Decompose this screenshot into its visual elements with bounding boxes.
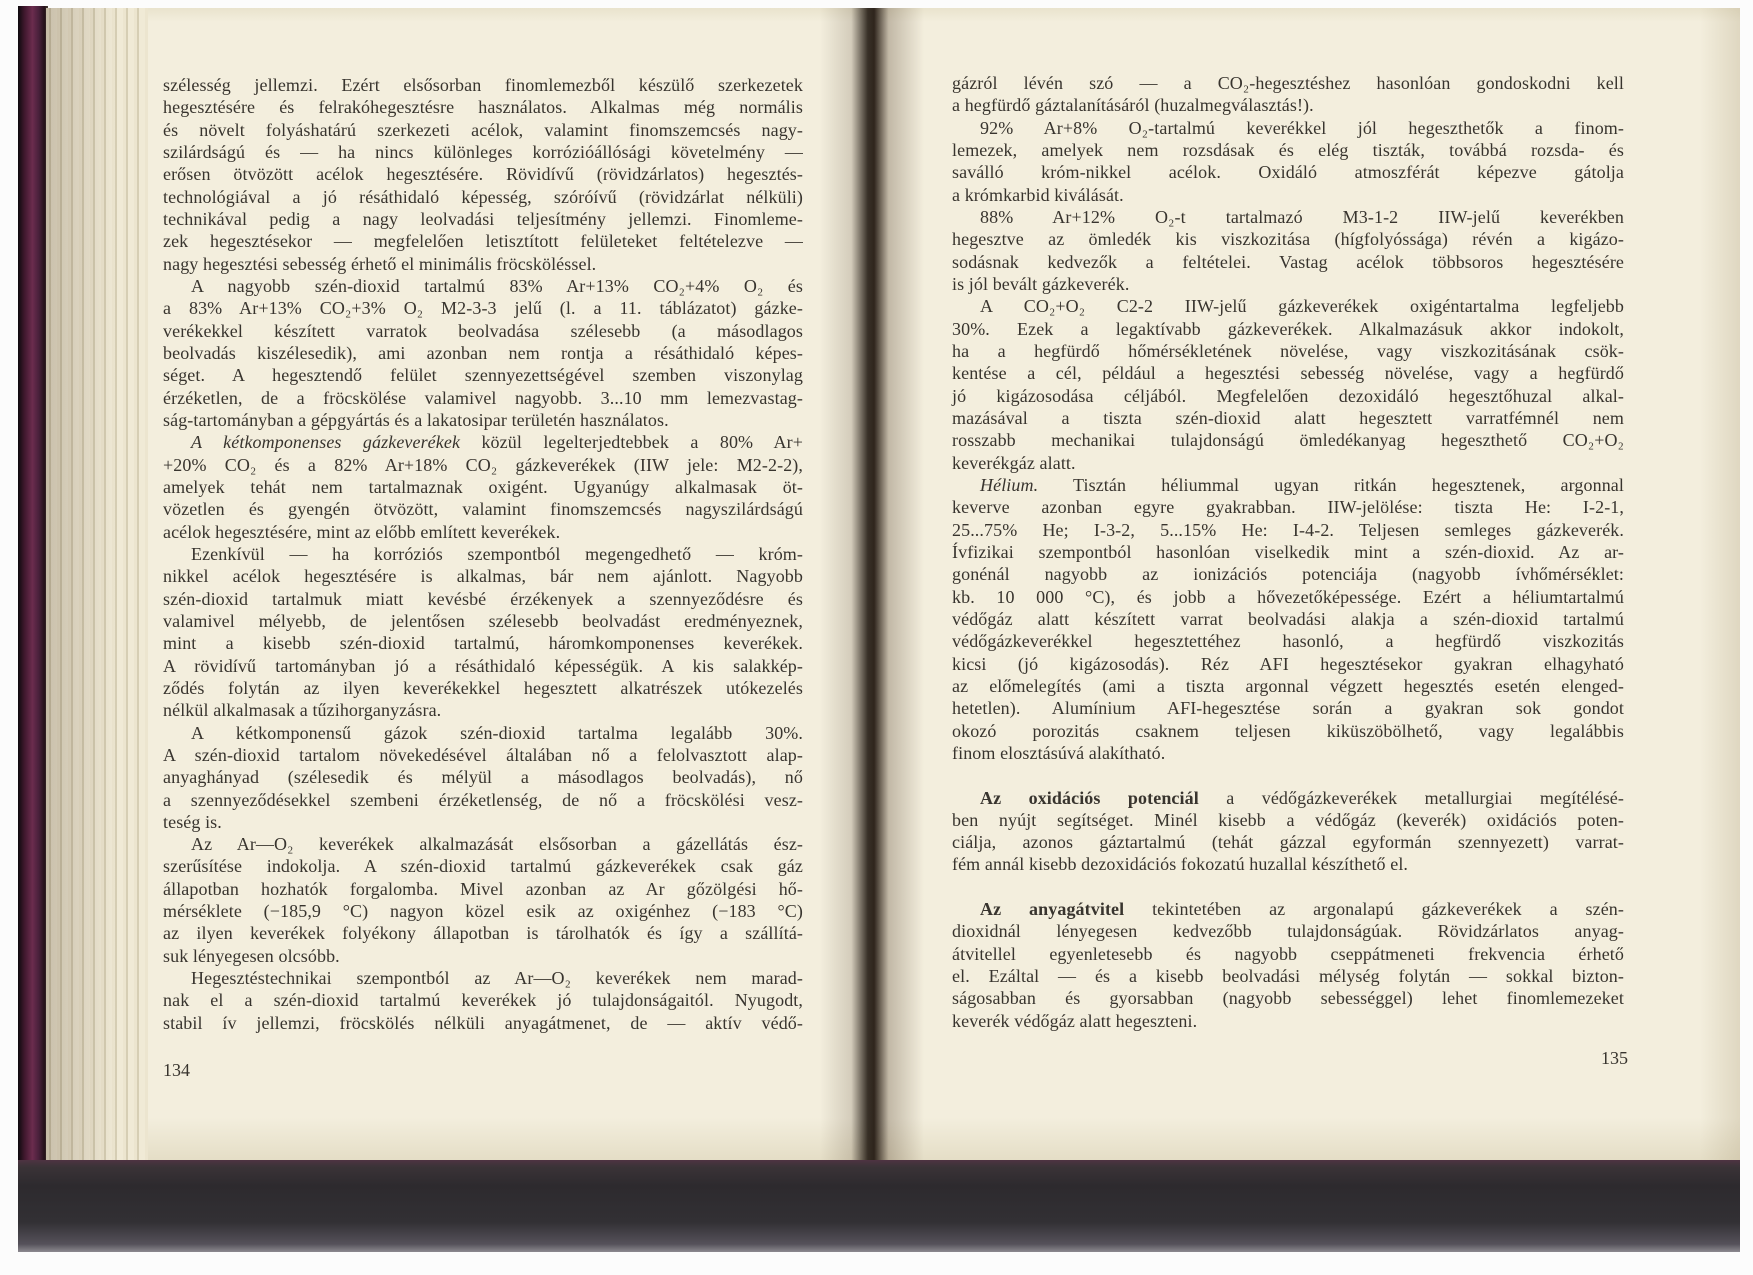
text-segment: a 83% Ar+13% CO₂+3% O₂ M2-3-3 jelű (l. a 11. táblázatot) gázke- <box>163 298 803 319</box>
text-segment: védőgázkeverékkel hegesztettéhez hasonló, a hegfürdő viszkozitás <box>952 631 1624 652</box>
text-segment: A nagyobb szén-dioxid tartalmú 83% Ar+13% CO₂+4% O₂ és <box>191 275 803 296</box>
text-line <box>952 853 1624 875</box>
text-segment: lemezek, amelyek nem rozsdásak és elég tiszták, továbbá rozsda- és <box>952 139 1624 160</box>
left-page-number: 134 <box>163 1060 190 1080</box>
text-line <box>163 878 803 900</box>
paragraph <box>952 787 1624 876</box>
text-line <box>952 675 1624 697</box>
text-segment: A kétkomponensű gázok szén-dioxid tartalma legalább 30%. <box>191 722 803 743</box>
text-line <box>952 586 1624 608</box>
text-segment: 92% Ar+8% O₂-tartalmú keverékkel jól hegeszthetők a finom- <box>980 117 1624 138</box>
text-segment: 30%. Ezek a legaktívabb gázkeverékek. Alkalmazásuk akkor indokolt, <box>952 318 1624 339</box>
text-line <box>163 498 803 520</box>
text-segment: szélesség jellemzi. Ezért elsősorban finomlemezből készülő szerkezetek <box>163 75 803 95</box>
text-line <box>163 855 803 877</box>
left-page-text <box>163 74 803 1034</box>
text-line <box>163 342 803 364</box>
paragraph <box>163 967 803 1034</box>
text-segment: tekintetében az argonalapú gázkeverékek a szén- <box>1124 899 1624 920</box>
text-line <box>163 230 803 252</box>
text-segment: 25...75% He; I-3-2, 5...15% He: I-4-2. Teljesen semleges gázkeverék. <box>952 519 1624 540</box>
text-segment: erősen ötvözött acélok hegesztésére. Rövidívű (rövidzárlatos) hegesztés- <box>163 164 803 185</box>
text-segment: szerűsítése indokolja. A szén-dioxid tartalmú gázkeverékek csak gáz <box>163 856 803 877</box>
italic-lead: A kétkomponenses gázkeverékek <box>191 432 461 453</box>
text-segment: érzéketlen, de a fröcskölése valamivel nagyobb. 3...10 mm lemezvastag- <box>163 387 803 408</box>
text-line <box>952 943 1624 965</box>
text-line <box>163 610 803 632</box>
text-segment: Hegesztéstechnikai szempontból az Ar—O₂ keverékek nem marad- <box>191 968 803 989</box>
text-line <box>163 253 803 275</box>
paragraph <box>163 275 803 431</box>
text-segment: verékekkel készített varratok beolvadása szélesebb (a másodlagos <box>163 320 803 341</box>
text-line <box>952 72 1624 94</box>
text-segment: séget. A hegesztendő felület szennyezettségével szemben viszonylag <box>163 365 803 386</box>
text-segment: a védőgázkeverékek metallurgiai megítélésé- <box>1198 787 1624 808</box>
text-line <box>952 340 1624 362</box>
text-segment: védőgáz alatt készített varrat beolvadási alakja a szén-dioxid tartalmú <box>952 608 1624 629</box>
text-segment: Tisztán héliummal ugyan ritkán hegesztenek, argonnal <box>1038 474 1624 495</box>
text-segment: gázról lévén szó — a CO₂-hegesztéshez hasonlóan gondoskodni kell <box>952 73 1624 93</box>
text-line <box>952 608 1624 630</box>
text-segment: keverékgáz alatt. <box>952 452 1076 473</box>
text-line <box>952 184 1624 206</box>
text-line <box>163 163 803 185</box>
text-line <box>163 811 803 833</box>
text-line <box>163 543 803 565</box>
text-line <box>163 119 803 141</box>
text-line <box>952 362 1624 384</box>
text-line <box>163 275 803 297</box>
text-line <box>163 320 803 342</box>
paragraph <box>163 431 803 543</box>
text-segment: dioxidnál lényegesen kedvezőbb tulajdonságúak. Rövidzárlatos anyag- <box>952 921 1624 942</box>
text-segment: az ilyen keverékek folyékony állapotban is tárolhatók és így a szállítá- <box>163 923 803 944</box>
text-line <box>163 922 803 944</box>
text-segment: kb. 10 000 °C), és jobb a hővezetőképessége. Ezért a héliumtartalmú <box>952 586 1624 607</box>
text-line <box>163 409 803 431</box>
text-line <box>163 945 803 967</box>
text-segment: technológiával a jó résáthidaló képesség, szóróívű (rövidzárlat nélküli) <box>163 186 803 207</box>
text-line <box>952 1010 1624 1032</box>
text-segment: kentése a cél, például a hegesztési sebesség növelése, vagy a hegfürdő <box>952 363 1624 384</box>
paragraph <box>952 295 1624 474</box>
text-line <box>163 141 803 163</box>
text-segment: keverék védőgáz alatt hegeszteni. <box>952 1010 1198 1031</box>
text-segment: ciálja, azonos gáztartalmú (tehát gázzal egyformán szennyezett) varrat- <box>952 832 1624 853</box>
text-line <box>952 273 1624 295</box>
text-line <box>163 186 803 208</box>
text-line <box>952 318 1624 340</box>
text-line <box>952 653 1624 675</box>
paragraph <box>163 543 803 722</box>
text-segment: a krómkarbid kiválását. <box>952 184 1124 205</box>
paragraph <box>952 117 1624 206</box>
text-segment: nélkül alkalmasak a tűzihorganyzásra. <box>163 700 442 721</box>
text-line <box>952 161 1624 183</box>
text-line <box>952 206 1624 228</box>
text-line <box>163 387 803 409</box>
text-segment: 88% Ar+12% O₂-t tartalmazó M3-1-2 IIW-jelű keverékben <box>980 206 1624 227</box>
text-segment: nikkel acélok hegesztésére is alkalmas, bár nem ajánlott. Nagyobb <box>163 566 803 587</box>
text-line <box>952 630 1624 652</box>
text-line <box>952 563 1624 585</box>
text-segment: hegesztésére és felrakóhegesztésre használatos. Alkalmas még normális <box>163 97 803 118</box>
text-line <box>952 251 1624 273</box>
text-line <box>163 297 803 319</box>
text-segment: acélok hegesztésére, mint az előbb említett keverékek. <box>163 521 561 542</box>
text-segment: kicsi (jó kigázosodás). Réz AFI hegesztésekor gyakran elhagyható <box>952 653 1624 674</box>
text-line <box>952 541 1624 563</box>
text-segment: ságosabban és gyorsabban (nagyobb sebességgel) lehet finomlemezeket <box>952 988 1624 1009</box>
text-segment: ság-tartományban a gépgyártás és a lakatosipar területén használatos. <box>163 409 669 430</box>
text-line <box>163 833 803 855</box>
text-line <box>163 900 803 922</box>
text-line <box>952 429 1624 451</box>
text-segment: nagy hegesztési sebesség érhető el minimális fröcsköléssel. <box>163 253 597 274</box>
text-segment: hetetlen). Alumínium AFI-hegesztése során a gyakran sok gondot <box>952 698 1624 719</box>
text-segment: is jól bevált gázkeverék. <box>952 273 1130 294</box>
text-segment: jó kigázosodása céljából. Megfelelően dezoxidáló hegesztőhuzal alkal- <box>952 385 1624 406</box>
text-segment: sodásnak kedvezők a feltételei. Vastag acélok többsoros hegesztésére <box>952 251 1624 272</box>
paragraph <box>952 474 1624 764</box>
text-segment: szén-dioxid tartalmuk miatt kevésbé érzékenyek a szennyeződésre és <box>163 588 803 609</box>
bold-lead: Az anyagátvitel <box>980 899 1125 920</box>
text-segment: beolvadás kiszélesedik), ami azonban nem rontja a résáthidaló képes- <box>163 342 803 363</box>
text-segment: ződés folytán az ilyen keverékekkel hegesztett alkatrészek utókezelés <box>163 677 803 698</box>
text-segment: vözetlen és gyengén ötvözött, valamint finomszemcsés nagyszilárdságú <box>163 499 803 520</box>
paragraph <box>163 833 803 967</box>
text-segment: A CO₂+O₂ C2-2 IIW-jelű gázkeverékek oxigéntartalma legfeljebb <box>980 296 1624 317</box>
text-segment: szilárdságú és — ha nincs különleges korrózióállósági követelmény — <box>163 141 803 162</box>
book-gutter-shadow <box>820 8 924 1164</box>
paragraph <box>952 206 1624 295</box>
text-segment: valamivel mélyebb, de jelentősen szélesebb beolvadást eredményeznek, <box>163 610 803 631</box>
text-line <box>952 474 1624 496</box>
page-edges-stack <box>46 8 148 1164</box>
text-line <box>952 139 1624 161</box>
text-line <box>952 809 1624 831</box>
paragraph <box>952 72 1624 117</box>
text-line <box>163 565 803 587</box>
text-line <box>952 987 1624 1009</box>
paragraph <box>163 74 803 275</box>
text-line <box>952 519 1624 541</box>
text-segment: zek hegesztésekor — megfelelően letisztított felületeket feltételezve — <box>163 231 803 252</box>
text-line <box>163 789 803 811</box>
text-line <box>163 699 803 721</box>
text-line <box>952 94 1624 116</box>
text-line <box>952 228 1624 250</box>
text-line <box>163 454 803 476</box>
text-segment: Ívfizikai szempontból hasonlóan viselkedik mint a szén-dioxid. Az ar- <box>952 541 1624 562</box>
text-segment: ben nyújt segítséget. Minél kisebb a védőgáz (keverék) oxidációs poten- <box>952 809 1624 830</box>
text-segment: állapotban hozhatók forgalomba. Mivel azonban az Ar gőzölgési hő- <box>163 878 803 899</box>
text-line <box>952 965 1624 987</box>
text-line <box>163 476 803 498</box>
text-line <box>163 96 803 118</box>
text-segment: okozó porozitás csaknem teljesen kiküszöbölhető, vagy legalábbis <box>952 720 1624 741</box>
text-line <box>952 117 1624 139</box>
text-line <box>163 431 803 453</box>
text-line <box>952 385 1624 407</box>
text-segment: Az Ar—O₂ keverékek alkalmazását elsősorban a gázellátás ész- <box>191 834 803 855</box>
text-line <box>952 742 1624 764</box>
text-line <box>952 831 1624 853</box>
right-page-number: 135 <box>1601 1048 1628 1068</box>
text-segment: Ezenkívül — ha korróziós szempontból megengedhető — króm- <box>191 543 803 564</box>
text-line <box>952 697 1624 719</box>
text-segment: ha a hegfürdő hőmérsékletének növelése, vagy viszkozitásának csök- <box>952 340 1624 361</box>
text-line <box>163 74 803 96</box>
text-segment: +20% CO₂ és a 82% Ar+18% CO₂ gázkeverékek (IIW jele: M2-2-2), <box>163 454 803 475</box>
text-line <box>952 407 1624 429</box>
text-segment: a szennyeződésekkel szembeni érzéketlenség, de nő a fröcskölési vesz- <box>163 789 803 810</box>
text-line <box>163 722 803 744</box>
text-line <box>163 521 803 543</box>
text-segment: A rövidívű tartományban jó a résáthidaló képességük. A kis salakkép- <box>163 655 803 676</box>
text-segment: közül legelterjedtebbek a 80% Ar+ <box>460 432 803 453</box>
text-segment: átvitellel egyenletesebb és nagyobb cseppátmeneti frekvencia érhető <box>952 943 1624 964</box>
book-cover-edge <box>18 6 48 1252</box>
text-line <box>163 989 803 1011</box>
right-page-text <box>952 72 1624 1032</box>
text-segment: és növelt folyáshatárú szerkezeti acélok, valamint finomszemcsés nagy- <box>163 119 803 140</box>
text-line <box>952 496 1624 518</box>
text-segment: nak el a szén-dioxid tartalmú keverékek jó tulajdonságaitól. Nyugodt, <box>163 990 803 1011</box>
text-segment: el. Ezáltal — és a kisebb beolvadási mélység folytán — sokkal bizton- <box>952 966 1624 987</box>
text-line <box>952 295 1624 317</box>
paragraph <box>952 898 1624 1032</box>
text-line <box>163 364 803 386</box>
text-line <box>163 967 803 989</box>
text-line <box>163 677 803 699</box>
paragraph <box>163 722 803 834</box>
text-line <box>952 920 1624 942</box>
text-segment: keverve azonban egyre gyakrabban. IIW-jelölése: tiszta He: I-2-1, <box>952 497 1624 518</box>
text-line <box>163 744 803 766</box>
text-line <box>163 588 803 610</box>
text-line <box>163 632 803 654</box>
text-segment: amelyek tehát nem tartalmaznak oxigént. Ugyanúgy alkalmasak öt- <box>163 476 803 497</box>
text-segment: az előmelegítés (ami a tiszta argonnal végzett hegesztés esetén elenged- <box>952 675 1624 696</box>
text-segment: A szén-dioxid tartalom növekedésével általában nő a felolvasztott alap- <box>163 744 803 765</box>
text-segment: suk lényegesen olcsóbb. <box>163 945 340 966</box>
text-line <box>163 655 803 677</box>
text-segment: saválló króm-nikkel acélok. Oxidáló atmoszférát képezve gátolja <box>952 162 1624 183</box>
text-line <box>952 898 1624 920</box>
text-segment: anyaghányad (szélesedik és mélyül a másodlagos beolvadás), nő <box>163 767 803 788</box>
text-line <box>163 208 803 230</box>
text-line <box>952 720 1624 742</box>
text-line <box>952 452 1624 474</box>
text-segment: stabil ív jellemzi, fröcskölés nélküli anyagátmenet, de — aktív védő- <box>163 1012 803 1033</box>
book-bottom-cover <box>18 1160 1740 1252</box>
text-segment: hegesztve az ömledék kis viszkozitása (hígfolyóssága) révén a kigázo- <box>952 229 1624 250</box>
text-segment: fém annál kisebb dezoxidációs fokozatú huzallal készíthető el. <box>952 854 1409 875</box>
bold-lead: Az oxidációs potenciál <box>980 787 1199 808</box>
text-segment: teség is. <box>163 811 222 832</box>
text-segment: finom elosztásúvá alakítható. <box>952 742 1166 763</box>
text-line <box>163 1012 803 1034</box>
text-segment: a hegfürdő gáztalanításáról (huzalmegválasztás!). <box>952 95 1314 116</box>
text-line <box>163 766 803 788</box>
text-segment: rosszabb mechanikai tulajdonságú ömledékanyag hegeszthető CO₂+O₂ <box>952 430 1624 451</box>
text-segment: mérséklete (−185,9 °C) nagyon közel esik az oxigénhez (−183 °C) <box>163 901 803 922</box>
text-segment: mazásával a tiszta szén-dioxid alatt hegesztett varratfémnél nem <box>952 407 1624 428</box>
text-segment: mint a kisebb szén-dioxid tartalmú, háromkomponenses keverékek. <box>163 633 803 654</box>
text-segment: gonénál nagyobb az ionizációs potenciája (nagyobb ívhőmérséklet: <box>952 564 1624 585</box>
text-line <box>952 787 1624 809</box>
text-segment: technikával pedig a nagy leolvadási teljesítmény jellemzi. Finomleme- <box>163 208 803 229</box>
italic-lead: Hélium. <box>980 474 1039 495</box>
